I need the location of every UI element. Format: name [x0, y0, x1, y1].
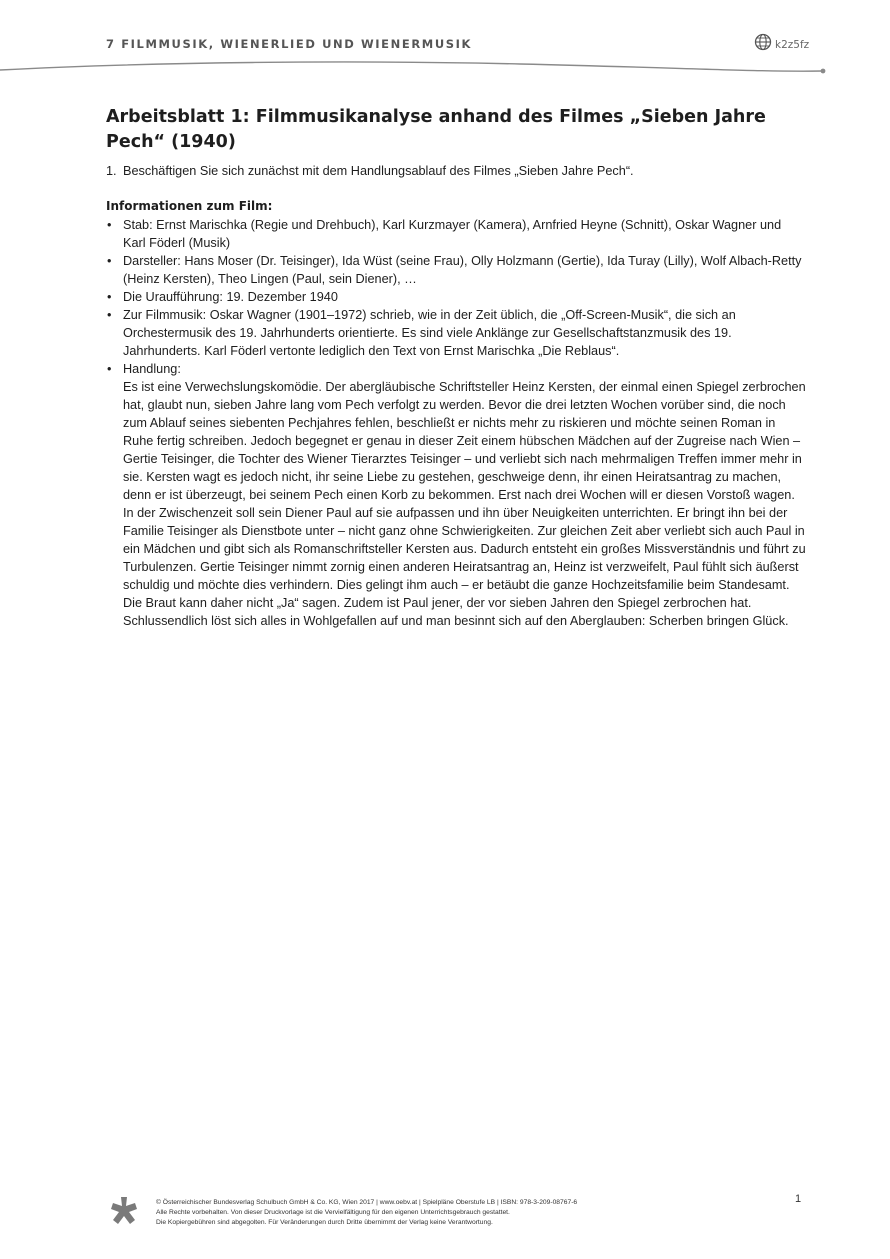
task-1: [106, 162, 806, 180]
list-item: • Die Uraufführung: 19. Dezember 1940: [107, 290, 338, 304]
webcode-text: k2z5fz: [775, 39, 810, 51]
publisher-logo-icon: [108, 1195, 140, 1227]
page-title: Arbeitsblatt 1: Filmmusikanalyse anhand des Filmes „Sieben Jahre Pech“ (1940): [106, 107, 766, 152]
plot-label: Handlung:: [123, 362, 181, 376]
webcode[interactable]: [754, 33, 809, 51]
page-number: 1: [795, 1193, 802, 1205]
bullet-icon: •: [107, 308, 112, 322]
list-item: • Stab: Ernst Marischka (Regie und Drehbuch), Karl Kurzmayer (Kamera), Arnfried Heyne (Schnitt), Oskar Wagner und Karl Föderl (Musik): [107, 218, 782, 250]
section-header: 7 FILMMUSIK, WIENERLIED UND WIENERMUSIK: [106, 37, 473, 51]
task-number: 1.: [106, 164, 117, 178]
footer-line-1: © Österreichischer Bundesverlag Schulbuch GmbH & Co. KG, Wien 2017 | www.oebv.at | Spielpläne Oberstufe LB | ISBN: 978-3-209-08767-6: [156, 1199, 578, 1206]
footer-line-3: Die Kopiergebühren sind abgegolten. Für Veränderungen durch Dritte übernimmt der Verlag keine Verantwortung.: [156, 1219, 493, 1227]
globe-icon: [754, 33, 772, 51]
footer-copyright: [156, 1198, 716, 1229]
film-info: [106, 197, 806, 630]
footer-line-2: Alle Rechte vorbehalten. Von dieser Druckvorlage ist die Vervielfältigung für den eigenen Unterrichtsgebrauch gestattet.: [156, 1209, 510, 1217]
list-item: • Darsteller: Hans Moser (Dr. Teisinger), Ida Wüst (seine Frau), Olly Holzmann (Gertie), Ida Turay (Lilly), Wolf Albach-Retty (Heinz Kersten), Theo Lingen (Paul, sein Diener), …: [107, 254, 802, 286]
header-divider: [0, 58, 890, 78]
task-text: Beschäftigen Sie sich zunächst mit dem Handlungsablauf des Filmes „Sieben Jahre Pech“.: [123, 164, 634, 178]
list-item: • Zur Filmmusik: Oskar Wagner (1901–1972) schrieb, wie in der Zeit üblich, die „Off-Screen-Musik“, die sich an Orchestermusik des 19. Jahrhunderts orientierte. Es sind viele Anklänge zur Gesellschaftstanzmusik des 19. Jahrhunderts. Karl Föderl vertonte lediglich den Text von Ernst Marischka „Die Reblaus“.: [107, 308, 736, 358]
bullet-icon: •: [107, 218, 112, 232]
plot-text: Es ist eine Verwechslungskomödie. Der abergläubische Schriftsteller Heinz Kersten, der einmal einen Spiegel zerbrochen hat, glaubt nun, sieben Jahre lang vom Pech verfolgt zu werden. Bevor die drei letzten Wochen vorüber sind, die noch zum Ablauf seines siebenten Pechjahres fehlen, beschließt er nichts mehr zu riskieren und möchte seinen Roman in Ruhe fertig schreiben. Jedoch begegnet er genau in dieser Zeit einem hübschen Mädchen auf der Zugreise nach Wien – Gertie Teisinger, die Tochter des Wiener Tierarztes Teisinger – und verliebt sich nach mehrmaligen Treffen immer mehr in sie. Kersten wagt es jedoch nicht, ihr seine Liebe zu gestehen, geschweige denn, ihr einen Heiratsantrag zu machen, denn er ist überzeugt, bei seinem Pech einen Korb zu bekommen. Erst nach drei Wochen will er diesen Vorstoß wagen. In der Zwischenzeit soll sein Diener Paul auf sie aufpassen und ihn über Neuigkeiten unterrichten. Er bringt ihn bei der Familie Teisinger als Dienstbote unter – nicht ganz ohne Schwierigkeiten. Zur gleichen Zeit aber verliebt sich auch Paul in ein Mädchen und gibt sich als Romanschriftsteller Kersten aus. Dadurch entsteht ein großes Missverständnis und führt zu Turbulenzen. Gertie Teisinger nimmt zornig einen anderen Heiratsantrag an, Heinz ist verzweifelt, Paul fühlt sich äußerst schuldig und möchte dies verhindern. Dies gelingt ihm auch – er betäubt die ganze Hochzeitsfamilie beim Standesamt. Die Braut kann daher nicht „Ja“ sagen. Zudem ist Paul jener, der vor sieben Jahren den Spiegel zerbrochen hat. Schlussendlich löst sich alles in Wohlgefallen auf und man besinnt sich auf den Aberglauben: Scherben bringen Glück.: [123, 380, 806, 628]
bullet-icon: •: [107, 254, 112, 268]
bullet-icon: •: [107, 290, 112, 304]
info-list: [106, 216, 806, 630]
list-item-plot: [106, 360, 806, 630]
info-heading: Informationen zum Film:: [106, 199, 273, 213]
bullet-icon: •: [107, 362, 112, 376]
